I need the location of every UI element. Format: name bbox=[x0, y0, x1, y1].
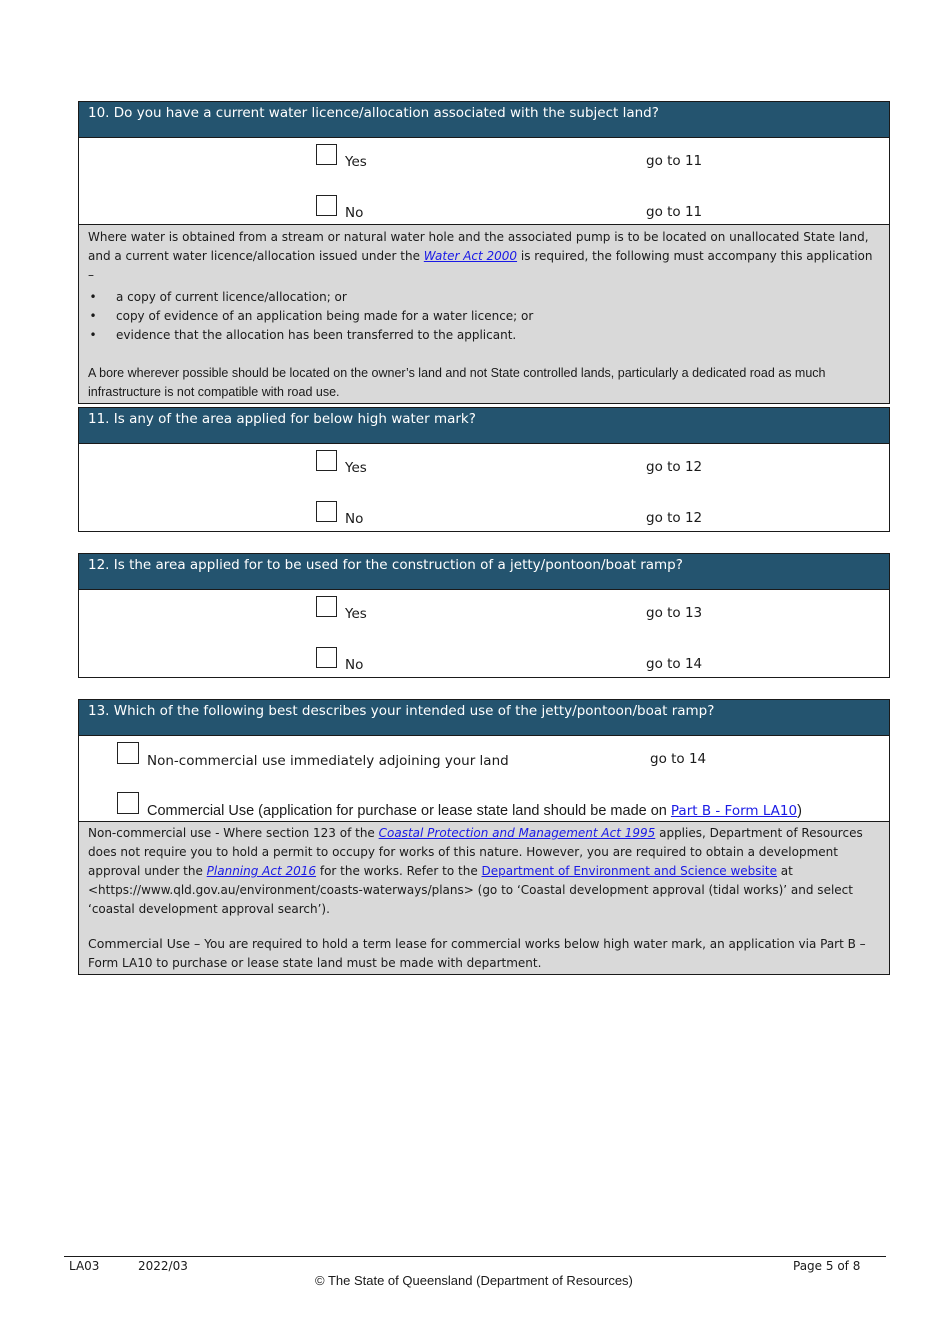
q12-yes-option[interactable] bbox=[316, 596, 367, 622]
bullet-icon: • bbox=[89, 309, 97, 323]
q10-yes-goto: go to 11 bbox=[646, 153, 703, 169]
list-item: • copy of evidence of an application being made for a water licence; or bbox=[88, 307, 880, 326]
list-item: • evidence that the allocation has been transferred to the applicant. bbox=[88, 326, 880, 345]
q10-note-bore: A bore wherever possible should be located on the owner’s land and not State controlled lands, particularly a dedicated road as much infrastructure is not compatible with road use. bbox=[88, 366, 826, 399]
q13-noncommercial-option[interactable] bbox=[117, 742, 509, 769]
question-11-block bbox=[78, 407, 890, 532]
q13-commercial-label: Commercial Use (application for purchase or lease state land should be made on Part B - Form LA10) bbox=[147, 803, 802, 819]
question-12-options bbox=[79, 590, 889, 677]
q11-no-option[interactable] bbox=[316, 501, 364, 527]
q12-yes-checkbox[interactable] bbox=[316, 596, 337, 617]
bullet-icon: • bbox=[89, 290, 97, 304]
question-13-options bbox=[79, 736, 889, 821]
q12-no-label: No bbox=[345, 657, 364, 673]
q10-no-checkbox[interactable] bbox=[316, 195, 337, 216]
q10-yes-checkbox[interactable] bbox=[316, 144, 337, 165]
question-12-block bbox=[78, 553, 890, 678]
question-12-title: 12. Is the area applied for to be used for the construction of a jetty/pontoon/boat ramp? bbox=[79, 554, 889, 590]
q10-no-option[interactable] bbox=[316, 195, 364, 221]
q13-commercial-option[interactable] bbox=[117, 792, 802, 819]
question-10-block bbox=[78, 101, 890, 404]
coastal-protection-act-link[interactable]: Coastal Protection and Management Act 1995 bbox=[378, 826, 656, 840]
question-13-block bbox=[78, 699, 890, 975]
footer-version: 2022/03 bbox=[138, 1259, 188, 1273]
bullet-icon: • bbox=[89, 328, 97, 342]
q10-no-label: No bbox=[345, 205, 364, 221]
planning-act-link[interactable]: Planning Act 2016 bbox=[206, 864, 317, 878]
question-10-note bbox=[79, 224, 889, 403]
water-act-link[interactable]: Water Act 2000 bbox=[423, 249, 518, 263]
footer-copyright: © The State of Queensland (Department of Resources) bbox=[315, 1273, 633, 1288]
q10-yes-label: Yes bbox=[345, 154, 367, 170]
question-10-title: 10. Do you have a current water licence/allocation associated with the subject land? bbox=[79, 102, 889, 138]
question-13-title: 13. Which of the following best describes your intended use of the jetty/pontoon/boat ramp? bbox=[79, 700, 889, 736]
question-11-options bbox=[79, 444, 889, 531]
q11-no-label: No bbox=[345, 511, 364, 527]
question-11-title: 11. Is any of the area applied for below high water mark? bbox=[79, 408, 889, 444]
q10-yes-option[interactable] bbox=[316, 144, 367, 170]
q12-no-option[interactable] bbox=[316, 647, 364, 673]
footer-divider bbox=[64, 1256, 886, 1257]
part-b-form-la10-link[interactable]: Part B - Form LA10 bbox=[670, 803, 798, 819]
q12-yes-goto: go to 13 bbox=[646, 605, 703, 621]
q12-no-goto: go to 14 bbox=[646, 656, 703, 672]
q13-noncommercial-label: Non-commercial use immediately adjoining your land bbox=[147, 753, 509, 769]
question-10-options bbox=[79, 138, 889, 224]
question-13-note bbox=[79, 821, 889, 974]
footer-page-number: Page 5 of 8 bbox=[793, 1259, 861, 1273]
q10-no-goto: go to 11 bbox=[646, 204, 703, 220]
des-website-link[interactable]: Department of Environment and Science website bbox=[481, 864, 777, 878]
q13-note-noncommercial: Non-commercial use - Where section 123 of the Coastal Protection and Management Act 1995 applies, Department of Resources does not require you to hold a permit to occupy for works of this nature. However, you are required to obtain a development approval under the Planning Act 2016 for the works. Refer to the Department of Environment and Science website at <https://www.qld.gov.au/environment/coasts-waterways/plans> (go to ‘Coastal development approval (tidal works)’ and select ‘coastal development approval search’). bbox=[88, 826, 863, 916]
q11-yes-label: Yes bbox=[345, 460, 367, 476]
q13-commercial-checkbox[interactable] bbox=[117, 792, 139, 814]
q13-noncommercial-checkbox[interactable] bbox=[117, 742, 139, 764]
q10-note-intro: Where water is obtained from a stream or natural water hole and the associated pump is to be located on unallocated State land, and a current water licence/allocation issued under the Water Act 2000 is required, the following must accompany this application – bbox=[88, 230, 873, 282]
footer-form-code: LA03 bbox=[69, 1259, 100, 1273]
q11-no-goto: go to 12 bbox=[646, 510, 703, 526]
q12-yes-label: Yes bbox=[345, 606, 367, 622]
q10-note-bullets bbox=[88, 288, 880, 345]
q11-yes-option[interactable] bbox=[316, 450, 367, 476]
list-item: • a copy of current licence/allocation; or bbox=[88, 288, 880, 307]
q12-no-checkbox[interactable] bbox=[316, 647, 337, 668]
q11-no-checkbox[interactable] bbox=[316, 501, 337, 522]
q13-noncommercial-goto: go to 14 bbox=[650, 751, 707, 767]
q11-yes-goto: go to 12 bbox=[646, 459, 703, 475]
q13-note-commercial: Commercial Use – You are required to hold a term lease for commercial works below high water mark, an application via Part B – Form LA10 to purchase or lease state land must be made with department. bbox=[88, 936, 866, 970]
q11-yes-checkbox[interactable] bbox=[316, 450, 337, 471]
